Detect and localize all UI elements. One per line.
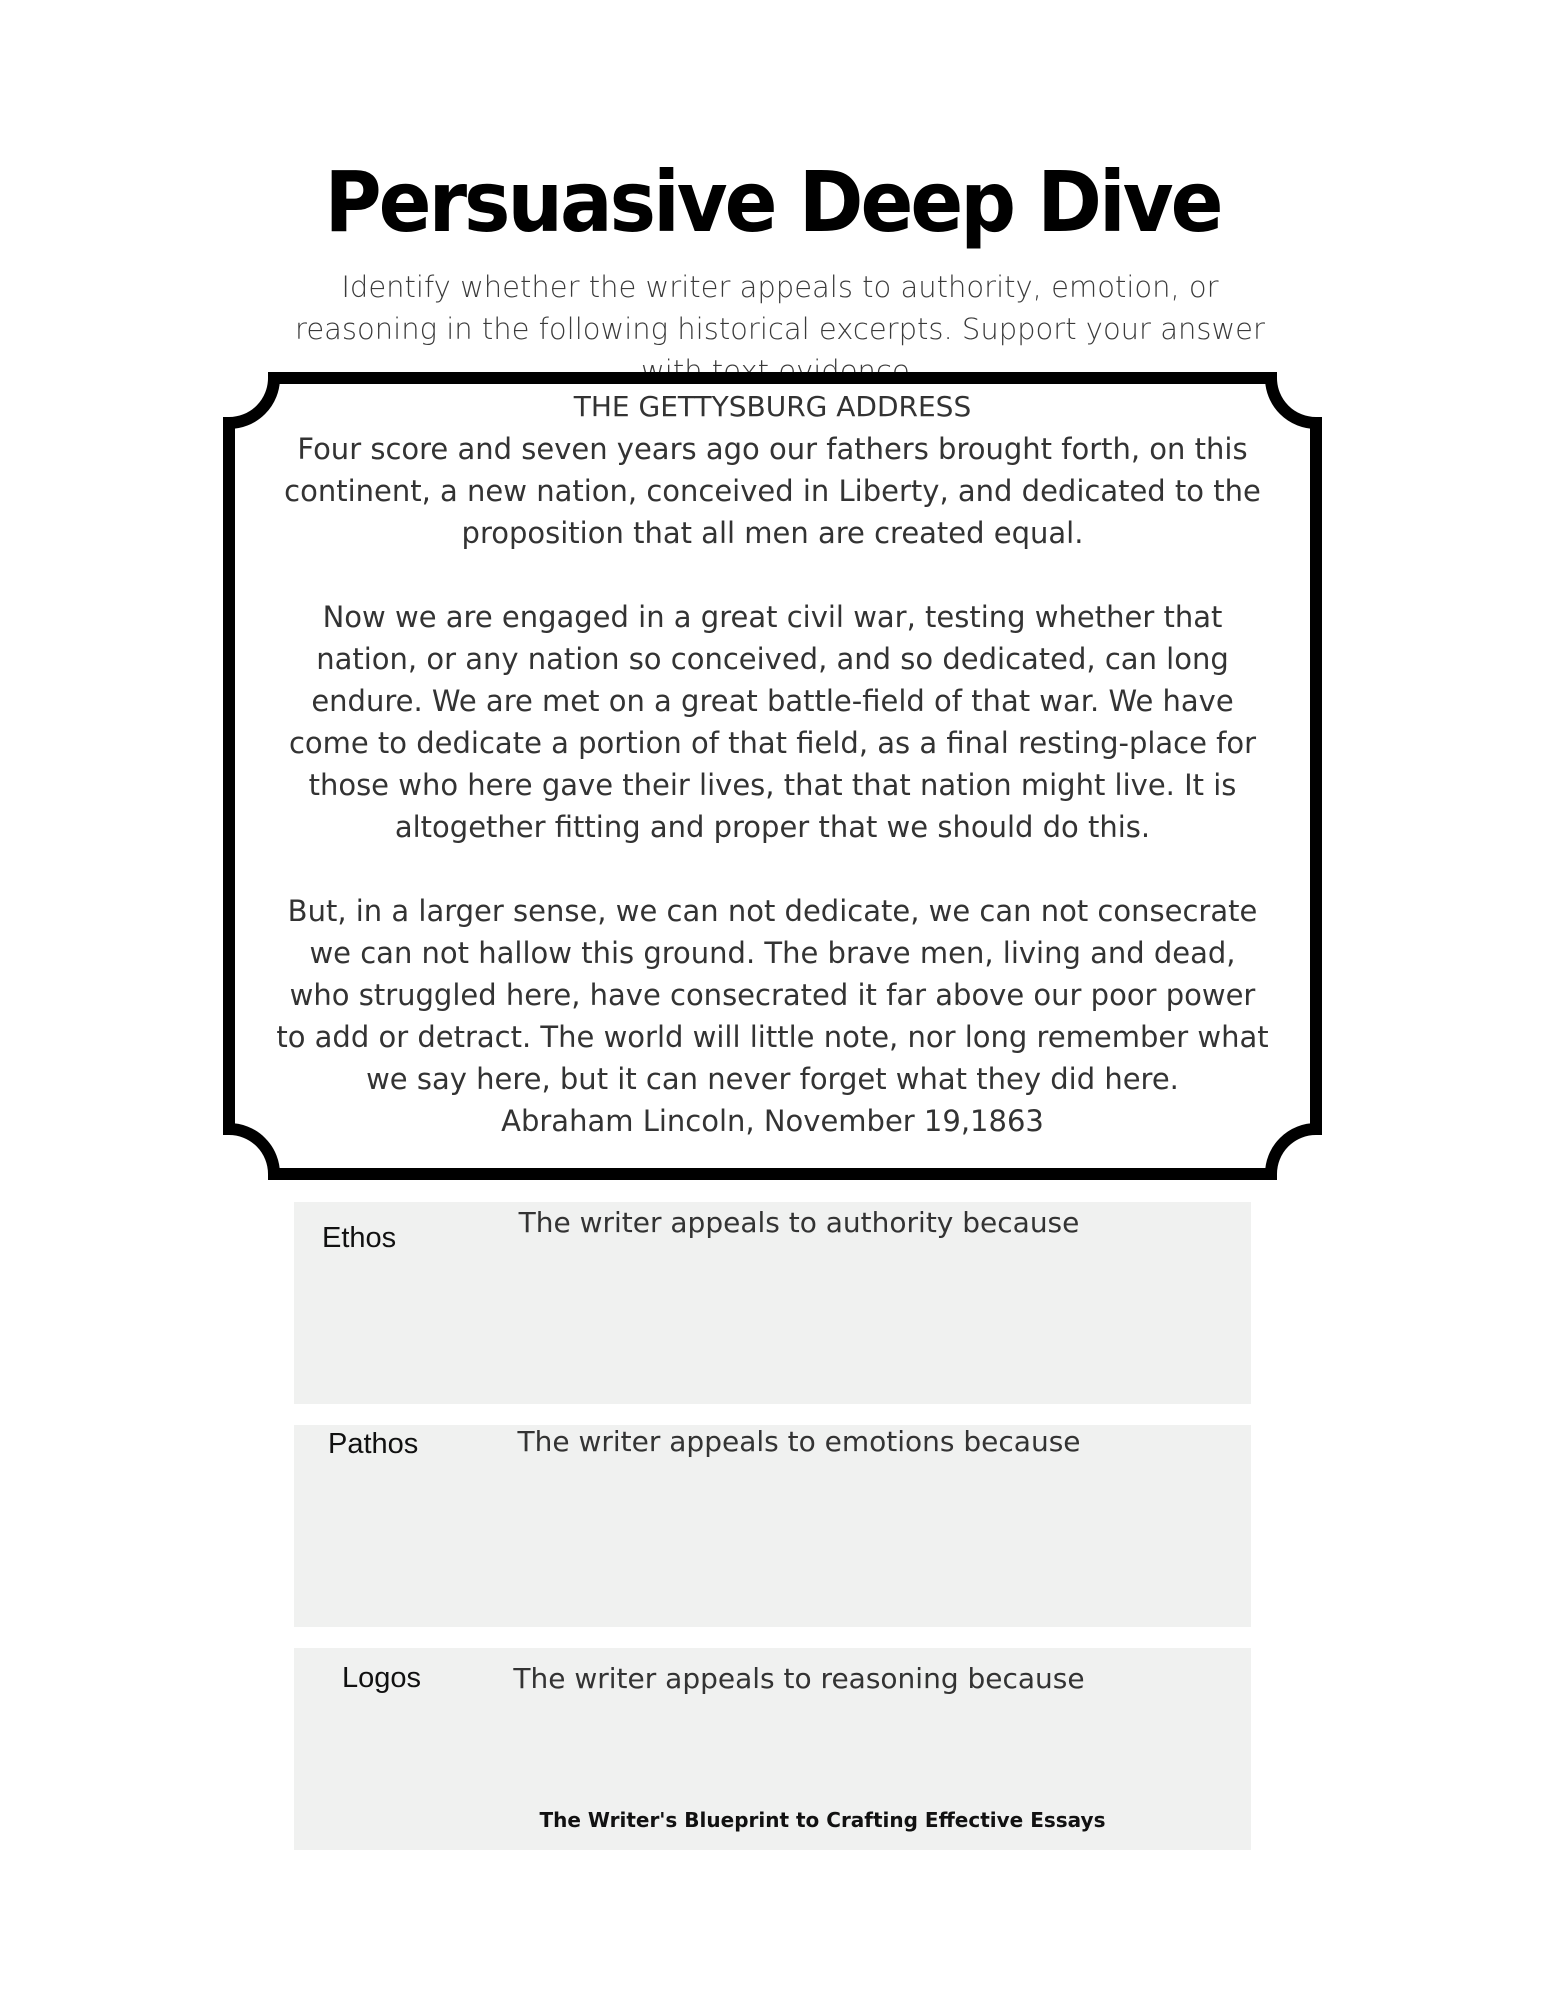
excerpt-attribution: Abraham Lincoln, November 19,1863 bbox=[501, 1104, 1044, 1138]
excerpt-paragraph: But, in a larger sense, we can not dedicate, we can not consecrate we can not hallow this ground. The brave men, living and dead, who struggled here, have consecrated it far above our poor power to add or detract. The world will little note, nor long remember what we say here, but it can never forget what they did here. bbox=[276, 894, 1269, 1096]
excerpt-title: THE GETTYSBURG ADDRESS bbox=[573, 390, 972, 423]
footer-text: The Writer's Blueprint to Crafting Effective Essays bbox=[539, 1808, 1106, 1832]
ethos-prompt: The writer appeals to authority because bbox=[518, 1206, 1080, 1239]
excerpt-paragraph: Now we are engaged in a great civil war, testing whether that nation, or any nation so conceived, and so dedicated, can long endure. We are met on a great battle-field of that war. We have come to dedicate a portion of that field, as a final resting-place for those who here gave their lives, that that nation might live. It is altogether fitting and proper that we should do this. bbox=[288, 600, 1257, 844]
page-title: Persuasive Deep Dive bbox=[324, 154, 1221, 252]
excerpt-text bbox=[275, 386, 1270, 1142]
pathos-prompt: The writer appeals to emotions because bbox=[517, 1425, 1081, 1458]
pathos-label: Pathos bbox=[328, 1428, 419, 1460]
ethos-answer-area[interactable] bbox=[334, 1262, 1211, 1384]
logos-prompt: The writer appeals to reasoning because bbox=[513, 1662, 1085, 1695]
ethos-label: Ethos bbox=[322, 1222, 397, 1254]
logos-label: Logos bbox=[342, 1662, 422, 1694]
ethos-answer-box bbox=[294, 1202, 1251, 1404]
pathos-answer-area[interactable] bbox=[334, 1485, 1211, 1607]
excerpt-paragraph: Four score and seven years ago our fathers brought forth, on this continent, a new nation, conceived in Liberty, and dedicated to the proposition that all men are created equal. bbox=[284, 432, 1261, 550]
instructions-text: Identify whether the writer appeals to authority, emotion, or reasoning in the following historical excerpts. Support your answer with text evidence. bbox=[295, 270, 1265, 388]
pathos-answer-box bbox=[294, 1425, 1251, 1627]
